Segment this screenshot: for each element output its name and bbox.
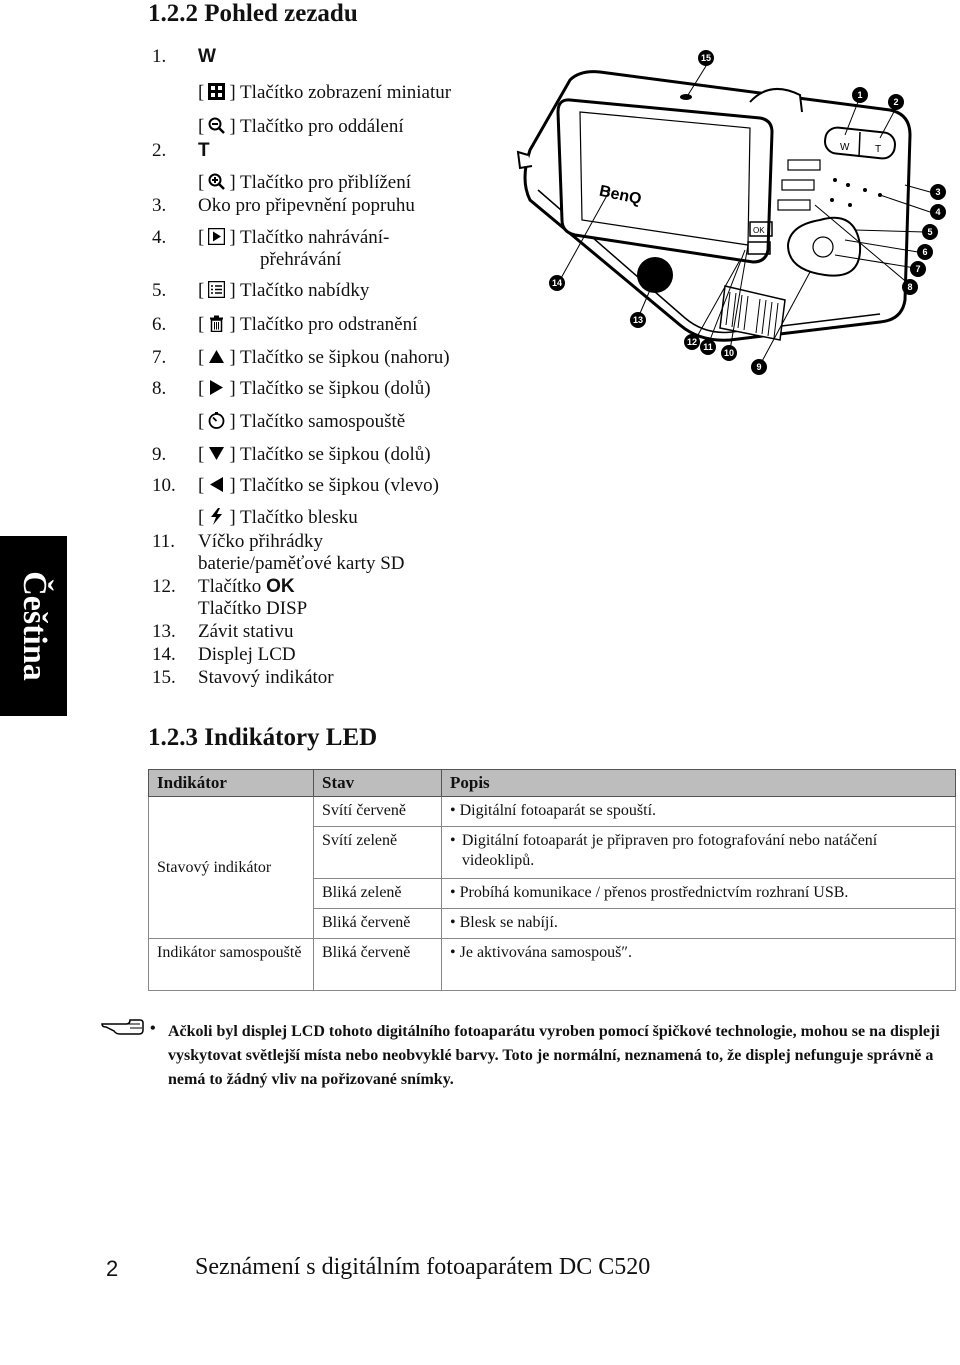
table-row	[149, 797, 956, 827]
led-table	[148, 769, 956, 991]
footer-title: Seznámení s digitálním fotoaparátem DC C520	[195, 1254, 651, 1280]
menu-icon	[208, 281, 225, 298]
column-header: Indikátor	[149, 770, 314, 797]
status-led	[680, 94, 692, 100]
tripod-socket	[637, 257, 673, 293]
description-cell: • Digitální fotoaparát je připraven pro fotografování nebo natáčení videoklipů.	[442, 827, 956, 879]
svg-text:3: 3	[935, 187, 941, 197]
indicator-cell: Indikátor samospouště	[149, 939, 314, 991]
arrow-down-icon	[208, 445, 225, 462]
self-timer-icon	[208, 412, 225, 429]
table-header-row	[149, 770, 956, 797]
direction-pad	[788, 218, 860, 276]
flash-icon	[208, 508, 225, 525]
svg-text:13: 13	[632, 315, 644, 325]
indicator-cell: Stavový indikátor	[149, 797, 314, 939]
svg-text:OK: OK	[753, 226, 765, 235]
camera-rear-illustration	[510, 40, 960, 380]
arrow-right-icon	[208, 379, 225, 396]
description-cell: • Digitální fotoaparát se spouští.	[442, 797, 956, 827]
section-title-rear-view: 1.2.2 Pohled zezadu	[148, 0, 358, 27]
lcd-display	[558, 100, 772, 262]
note-bullet: •	[150, 1020, 156, 1037]
description-cell: • Je aktivována samospouš″.	[442, 939, 956, 991]
thumbnail-icon	[208, 83, 225, 100]
svg-text:1: 1	[857, 90, 863, 100]
svg-text:6: 6	[922, 247, 928, 257]
state-cell: Bliká zeleně	[314, 879, 442, 909]
svg-text:11: 11	[703, 342, 713, 352]
pointing-hand-icon	[100, 1012, 144, 1036]
note-text: Ačkoli byl displej LCD tohoto digitálního fotoaparátu vyroben pomocí špičkové technologie, mohou se na displeji vyskytovat světlejší místa nebo neobvyklé barvy. Toto je normální, neznamená to, že displej nefunguje správně a nemá to žádný vliv na pořizované snímky.	[168, 1023, 940, 1088]
svg-text:T: T	[875, 144, 882, 155]
svg-text:4: 4	[935, 207, 941, 217]
description-cell: • Blesk se nabíjí.	[442, 909, 956, 939]
state-cell: Svítí zeleně	[314, 827, 442, 879]
brand-logo: BenQ	[597, 182, 643, 209]
arrow-left-icon	[208, 476, 225, 493]
svg-text:14: 14	[551, 278, 563, 288]
state-cell: Bliká červeně	[314, 909, 442, 939]
section-title-led: 1.2.3 Indikátory LED	[148, 724, 378, 751]
svg-text:2: 2	[893, 97, 899, 107]
trash-icon	[208, 315, 225, 332]
column-header: Stav	[314, 770, 442, 797]
svg-text:10: 10	[723, 348, 735, 358]
description-cell: • Probíhá komunikace / přenos prostřednictvím rozhraní USB.	[442, 879, 956, 909]
zoom-in-icon	[208, 173, 225, 190]
svg-text:15: 15	[700, 53, 712, 63]
svg-text:9: 9	[756, 362, 762, 372]
svg-text:W: W	[840, 142, 850, 153]
arrow-up-icon	[208, 348, 225, 365]
ok-label: OK	[266, 576, 295, 597]
state-cell: Bliká červeně	[314, 939, 442, 991]
column-header: Popis	[442, 770, 956, 797]
table-row	[149, 939, 956, 991]
zoom-out-icon	[208, 117, 225, 134]
language-side-tab: Čeština	[0, 536, 67, 716]
svg-text:5: 5	[927, 227, 933, 237]
svg-text:8: 8	[907, 282, 913, 292]
state-cell: Svítí červeně	[314, 797, 442, 827]
page-number: 2	[106, 1256, 119, 1281]
svg-text:7: 7	[915, 264, 921, 274]
svg-text:12: 12	[686, 337, 698, 347]
play-icon	[208, 228, 225, 245]
